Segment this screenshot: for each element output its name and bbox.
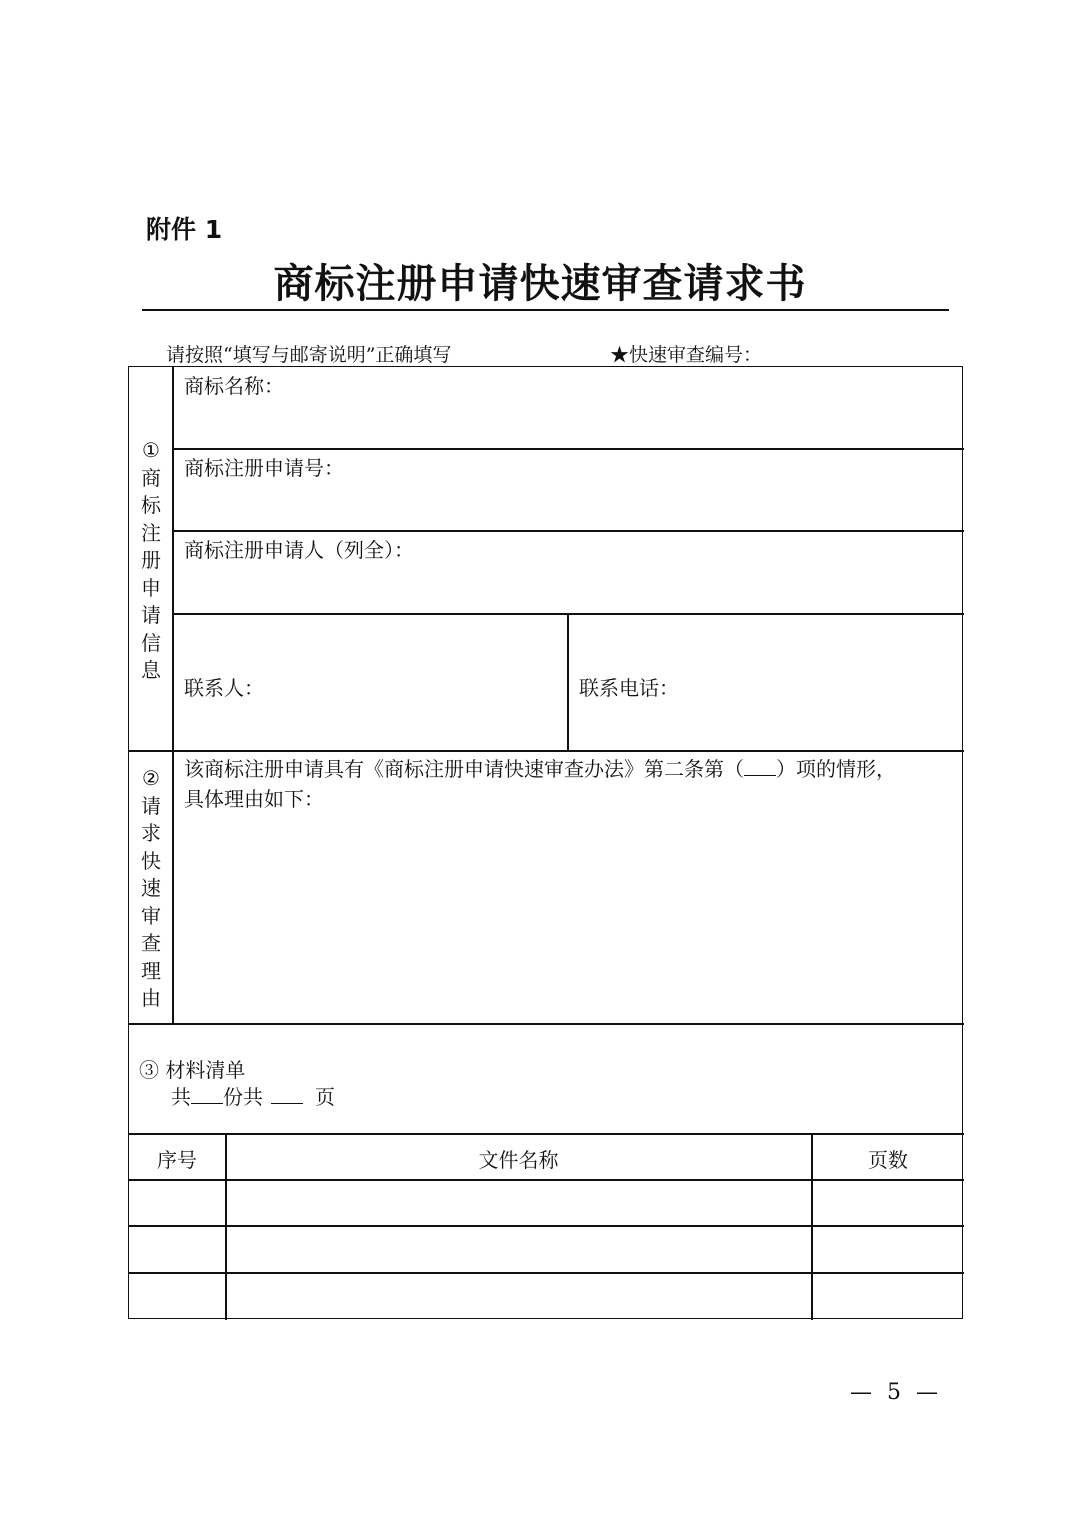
page-title: 商标注册申请快速审查请求书 bbox=[273, 260, 807, 307]
total-pages-blank[interactable] bbox=[271, 1083, 303, 1104]
request-form bbox=[128, 366, 963, 1319]
table-header-file-name: 文件名称 bbox=[478, 1148, 559, 1172]
page-number: — 5 — bbox=[850, 1380, 942, 1405]
section2-number: ② bbox=[142, 766, 160, 790]
table-header-pages: 页数 bbox=[868, 1148, 908, 1172]
fast-review-number-label: ★快速审查编号： bbox=[610, 344, 763, 366]
attachment-label: 附件 1 bbox=[146, 215, 223, 244]
contact-phone-field[interactable]: 联系电话： bbox=[579, 676, 679, 700]
application-number-field[interactable]: 商标注册申请号： bbox=[184, 456, 344, 480]
section1-label: ① 商 标 注 册 申 请 信 息 bbox=[129, 437, 173, 685]
fill-instruction: 请按照“填写与邮寄说明”正确填写 bbox=[166, 344, 452, 366]
materials-count[interactable]: 共 份共 页 bbox=[171, 1085, 335, 1109]
reason-statement[interactable]: 该商标注册申请具有《商标注册申请快速审查办法》第二条第（ ）项的情形， bbox=[184, 757, 896, 781]
contact-person-field[interactable]: 联系人： bbox=[184, 676, 264, 700]
article-item-blank[interactable] bbox=[744, 755, 776, 776]
section1-number: ① bbox=[142, 438, 160, 462]
copies-blank[interactable] bbox=[191, 1083, 223, 1104]
reason-details-label: 具体理由如下： bbox=[184, 787, 324, 811]
trademark-name-field[interactable]: 商标名称： bbox=[184, 374, 284, 398]
applicant-field[interactable]: 商标注册申请人（列全）： bbox=[184, 538, 414, 562]
section2-label: ② 请 求 快 速 审 查 理 由 bbox=[129, 765, 173, 1013]
title-divider bbox=[142, 309, 949, 311]
materials-list-heading: ③ 材料清单 bbox=[139, 1058, 246, 1082]
table-header-index: 序号 bbox=[157, 1148, 197, 1172]
